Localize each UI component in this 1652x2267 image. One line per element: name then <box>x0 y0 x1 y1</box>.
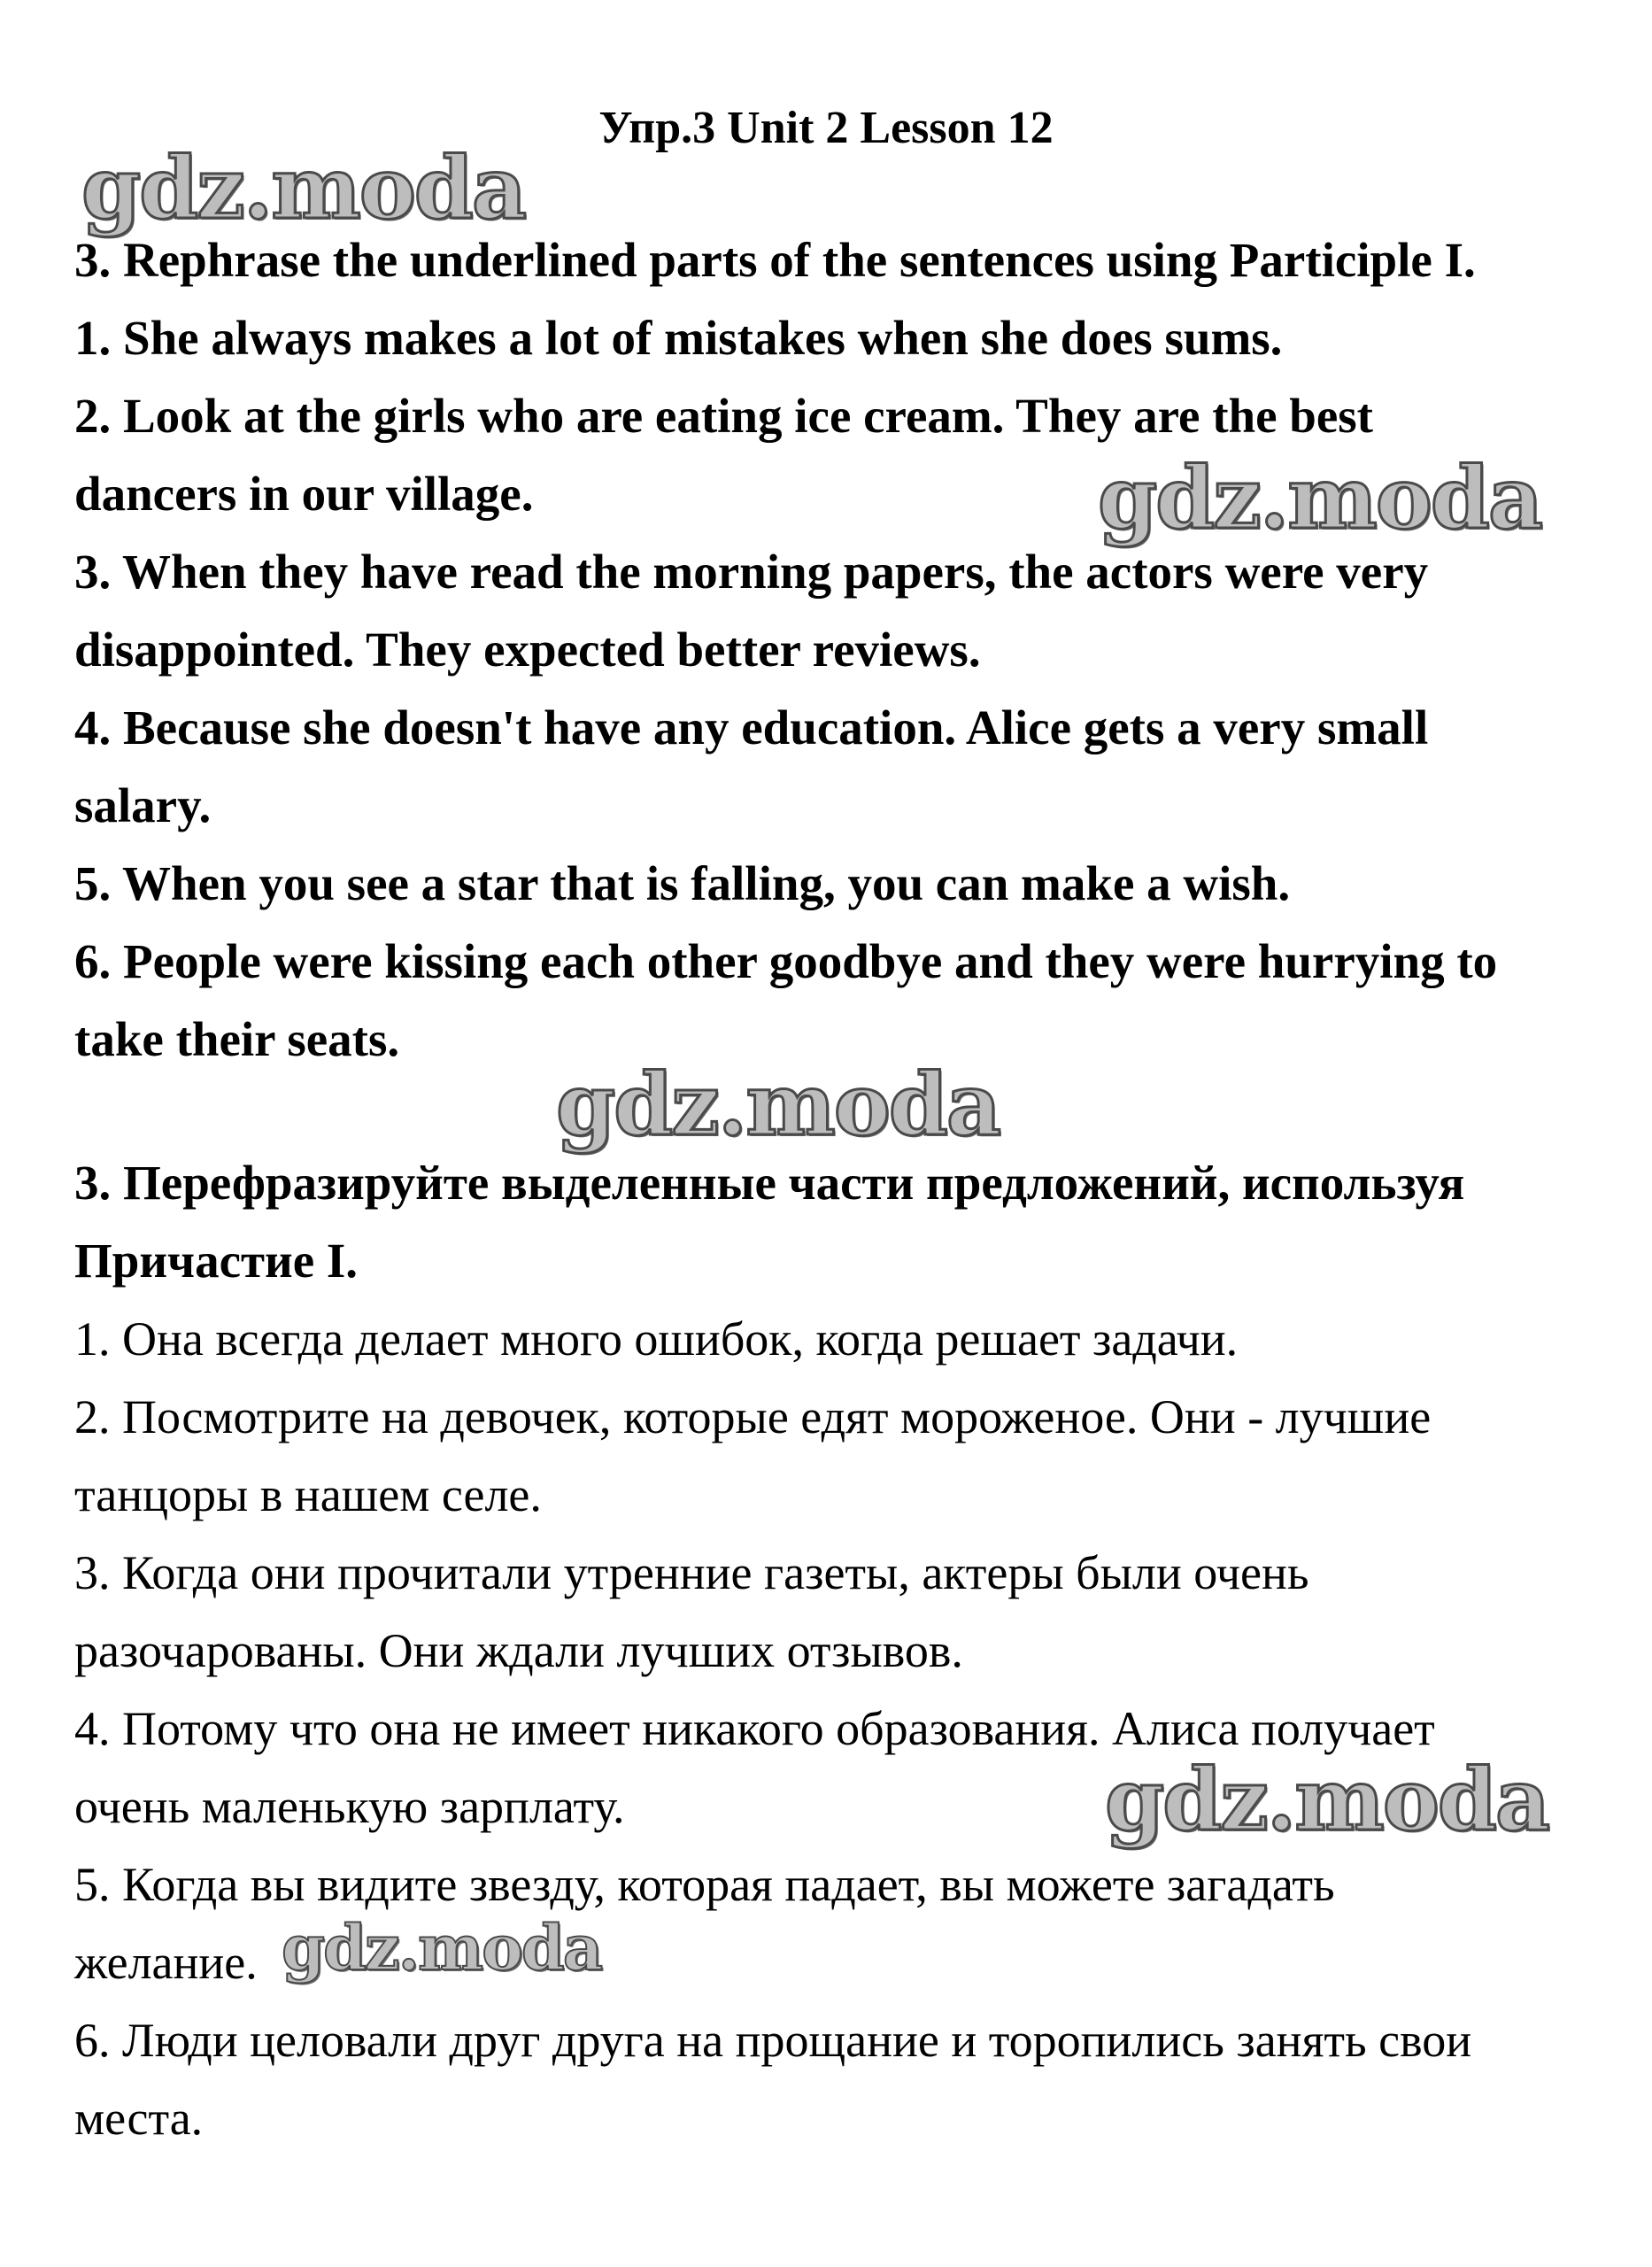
english-line: 6. People were kissing each other goodbye and they were hurrying to <box>74 934 1498 988</box>
russian-exercise <box>74 1144 1615 2157</box>
russian-line: 3. Когда они прочитали утренние газеты, актеры были очень <box>74 1546 1309 1599</box>
russian-line: желание. <box>74 1936 258 1989</box>
russian-heading: Причастие I. <box>74 1234 359 1288</box>
watermark-logo: gdz.moda <box>1105 1750 1549 1850</box>
english-heading: 3. Rephrase the underlined parts of the sentences using Participle I. <box>74 233 1476 287</box>
page-title: Упр.3 Unit 2 Lesson 12 <box>598 103 1054 153</box>
english-line: take their seats. <box>74 1012 400 1066</box>
watermark-logo: gdz.moda <box>282 1911 602 1985</box>
english-exercise <box>74 221 1615 1079</box>
english-line: 3. When they have read the morning papers, the actors were very <box>74 545 1429 599</box>
russian-line: очень маленькую зарплату. <box>74 1780 625 1833</box>
russian-heading: 3. Перефразируйте выделенные части предложений, используя <box>74 1156 1465 1210</box>
english-line: 5. When you see a star that is falling, you can make a wish. <box>74 856 1291 910</box>
russian-line: 6. Люди целовали друг друга на прощание и торопились занять свои <box>74 2014 1472 2067</box>
english-line: dancers in our village. <box>74 467 534 521</box>
russian-line: разочарованы. Они ждали лучших отзывов. <box>74 1624 963 1677</box>
english-line: salary. <box>74 778 212 832</box>
watermark-logo: gdz.moda <box>1098 448 1542 548</box>
russian-line: места. <box>74 2092 204 2145</box>
english-line: 4. Because she doesn't have any education. Alice gets a very small <box>74 700 1429 754</box>
russian-line: 2. Посмотрите на девочек, которые едят мороженое. Они - лучшие <box>74 1390 1432 1443</box>
english-line: 2. Look at the girls who are eating ice cream. They are the best <box>74 389 1373 443</box>
watermark-logo: gdz.moda <box>81 138 526 238</box>
russian-line: 4. Потому что она не имеет никакого образования. Алиса получает <box>74 1702 1435 1755</box>
russian-line: танцоры в нашем селе. <box>74 1468 542 1521</box>
english-line: disappointed. They expected better reviews. <box>74 623 981 677</box>
russian-line: 1. Она всегда делает много ошибок, когда решает задачи. <box>74 1312 1239 1366</box>
english-line: 1. She always makes a lot of mistakes when she does sums. <box>74 311 1283 365</box>
watermark-logo: gdz.moda <box>556 1055 1000 1155</box>
russian-line: 5. Когда вы видите звезду, которая падает, вы можете загадать <box>74 1858 1335 1911</box>
